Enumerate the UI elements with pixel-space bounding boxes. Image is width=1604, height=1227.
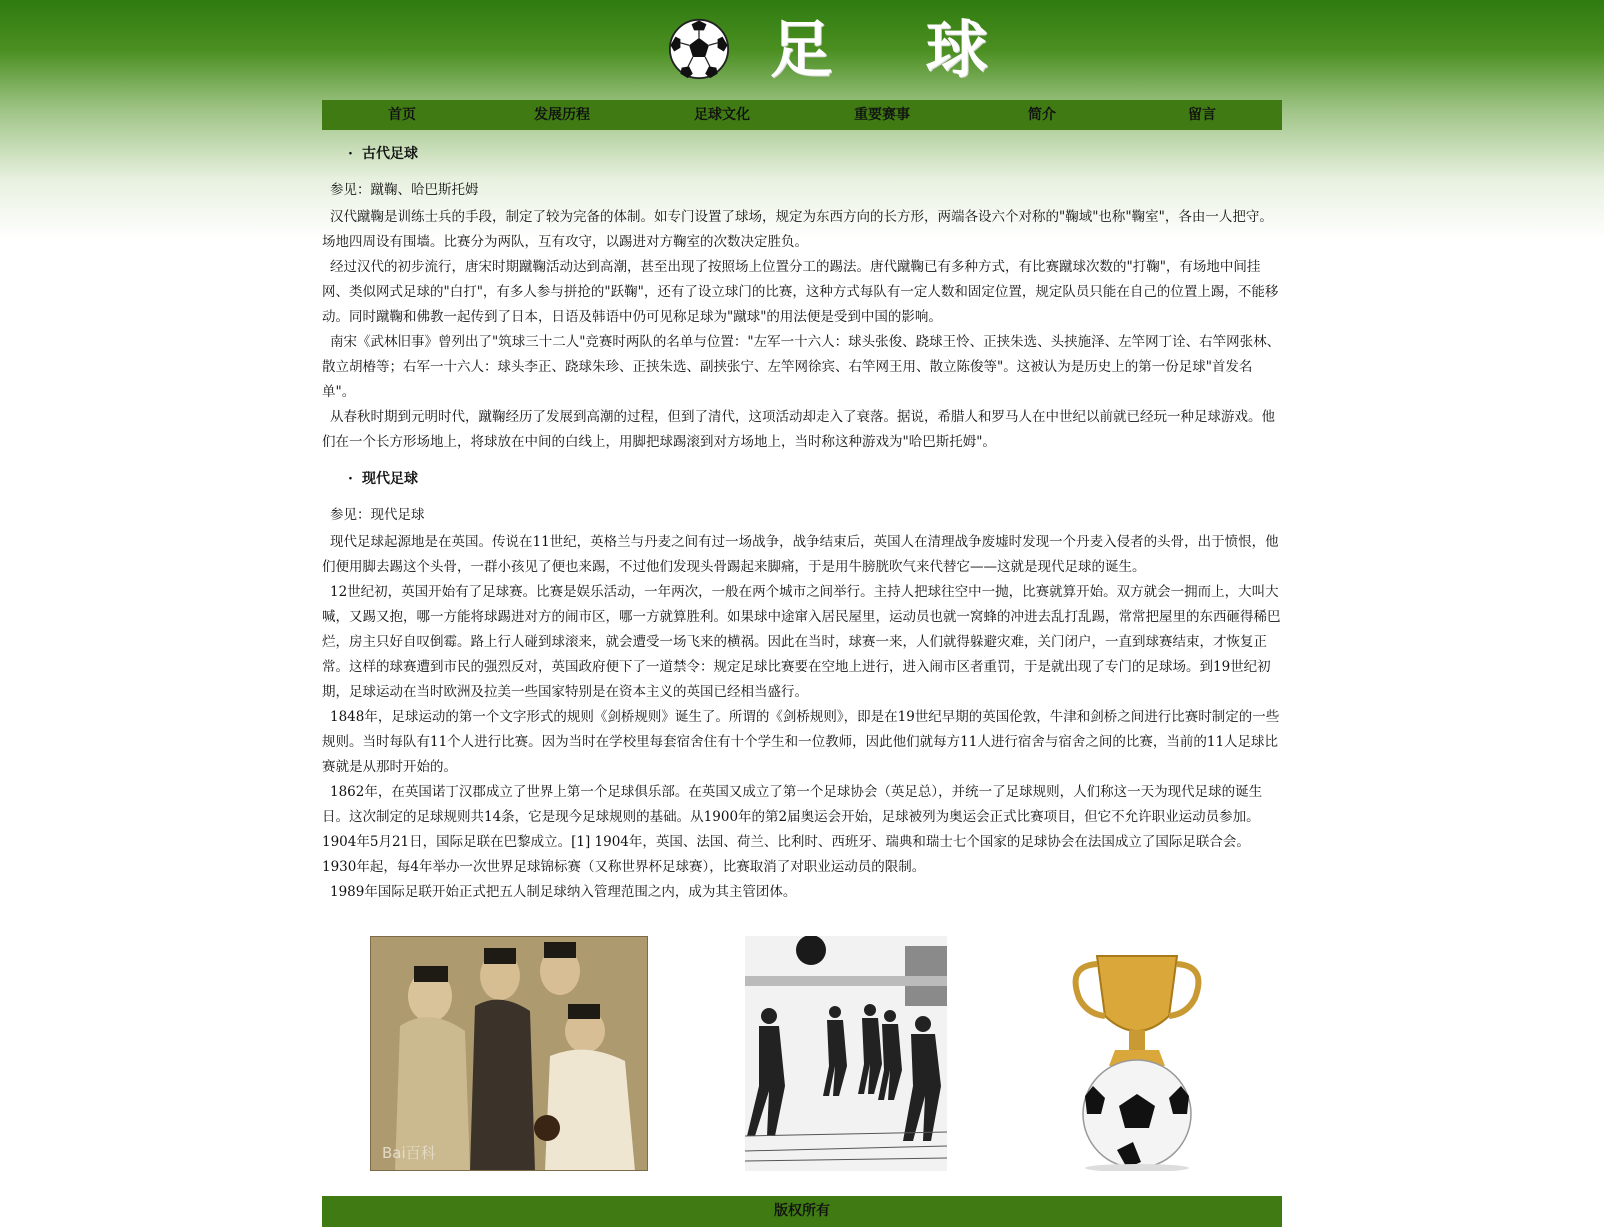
site-title: 足 球 — [770, 13, 1024, 86]
footer: 版权所有 — [322, 1196, 1282, 1227]
section-title-text: 现代足球 — [362, 471, 418, 487]
paragraph: 从春秋时期到元明时代，蹴鞠经历了发展到高潮的过程，但到了清代，这项活动却走入了衰落。据说，希腊人和罗马人在中世纪以前就已经玩一种足球游戏。他们在一个长方形场地上，将球放在中间的白线上，用脚把球踢滚到对方场地上，当时称这种游戏为"哈巴斯托姆"。 — [322, 409, 1275, 450]
paragraph: 1989年国际足联开始正式把五人制足球纳入管理范围之内，成为其主管团体。 — [330, 884, 797, 900]
nav-item-events[interactable]: 重要赛事 — [854, 107, 910, 123]
nav-item-intro[interactable]: 简介 — [1028, 107, 1056, 123]
paragraph: 南宋《武林旧事》曾列出了"筑球三十二人"竞赛时两队的名单与位置："左军一十六人：球头张俊、跷球王怜、正挟朱选、头挟施泽、左竿网丁诠、右竿网张林、散立胡椿等；右军一十六人：球头李正、跷球朱珍、正挟朱选、副挟张宁、左竿网徐宾、右竿网王用、散立陈俊等"。这被认为是历史上的第一份足球"首发名单"。 — [322, 334, 1281, 400]
section-title-text: 古代足球 — [362, 146, 418, 162]
watermark-text: Bai百科 — [382, 1144, 436, 1162]
nav-item-home[interactable]: 首页 — [388, 107, 416, 123]
paragraph: 汉代蹴鞠是训练士兵的手段，制定了较为完备的体制。如专门设置了球场，规定为东西方向的长方形，两端各设六个对称的"鞠域"也称"鞠室"，各由一人把守。场地四周设有围墙。比赛分为两队，互有攻守，以踢进对方鞠室的次数决定胜负。 — [322, 209, 1273, 250]
paragraph: 1848年，足球运动的第一个文字形式的规则《剑桥规则》诞生了。所谓的《剑桥规则》，即是在19世纪早期的英国伦敦，牛津和剑桥之间进行比赛时制定的一些规则。当时每队有11个人进行比赛。因为当时在学校里每套宿舍住有十个学生和一位教师，因此他们就每方11人进行宿舍与宿舍之间的比赛，当前的11人足球比赛就是从那时开始的。 — [322, 709, 1280, 775]
trophy-soccer-ball — [1057, 936, 1217, 1171]
bullet-icon: · — [348, 146, 353, 162]
see-also-text: 参见：蹴鞠、哈巴斯托姆 — [330, 182, 479, 198]
early-football-engraving — [745, 936, 947, 1171]
see-also-text: 参见：现代足球 — [330, 507, 425, 523]
main-content — [322, 130, 1282, 905]
image-row — [322, 936, 1282, 1171]
nav-item-culture[interactable]: 足球文化 — [694, 107, 750, 123]
bullet-icon: · — [348, 471, 353, 487]
paragraph: 经过汉代的初步流行，唐宋时期蹴鞠活动达到高潮，甚至出现了按照场上位置分工的踢法。唐代蹴鞠已有多种方式，有比赛蹴球次数的"打鞠"，有场地中间挂网、类似网式足球的"白打"，有多人参与拼抢的"跃鞠"，还有了设立球门的比赛，这种方式每队有一定人数和固定位置，规定队员只能在自己的位置上踢，不能移动。同时蹴鞠和佛教一起传到了日本，日语及韩语中仍可见称足球为"蹴球"的用法便是受到中国的影响。 — [322, 259, 1279, 325]
ancient-cuju-painting — [370, 936, 648, 1171]
paragraph: 12世纪初，英国开始有了足球赛。比赛是娱乐活动，一年两次，一般在两个城市之间举行。主持人把球往空中一抛，比赛就算开始。双方就会一拥而上，大叫大喊，又踢又抱，哪一方能将球踢进对方的闹市区，哪一方就算胜利。如果球中途窜入居民屋里，运动员也就一窝蜂的冲进去乱打乱踢，常常把屋里的东西砸得稀巴烂，房主只好自叹倒霉。路上行人碰到球滚来，就会遭受一场飞来的横祸。因此在当时，球赛一来，人们就得躲避灾难，关门闭户，一直到球赛结束，才恢复正常。这样的球赛遭到市民的强烈反对，英国政府便下了一道禁令：规定足球比赛要在空地上进行，进入闹市区者重罚，于是就出现了专门的足球场。到19世纪初期，足球运动在当时欧洲及拉美一些国家特别是在资本主义的英国已经相当盛行。 — [322, 584, 1281, 700]
paragraph: 现代足球起源地是在英国。传说在11世纪，英格兰与丹麦之间有过一场战争，战争结束后，英国人在清理战争废墟时发现一个丹麦入侵者的头骨，出于愤恨，他们便用脚去踢这个头骨，一群小孩见了便也来踢，不过他们发现头骨踢起来脚痛，于是用牛膀胱吹气来代替它——这就是现代足球的诞生。 — [322, 534, 1279, 575]
nav-item-messages[interactable]: 留言 — [1188, 107, 1216, 123]
main-nav — [322, 100, 1282, 130]
site-header — [0, 0, 1604, 100]
paragraph: 1862年，在英国诺丁汉郡成立了世界上第一个足球俱乐部。在英国又成立了第一个足球协会（英足总），并统一了足球规则，人们称这一天为现代足球的诞生日。这次制定的足球规则共14条，它是现今足球规则的基础。从1900年的第2届奥运会开始，足球被列为奥运会正式比赛项目，但它不允许职业运动员参加。1904年5月21日，国际足联在巴黎成立。[1] 1904年，英国、法国、荷兰、比利时、西班牙、瑞典和瑞士七个国家的足球协会在法国成立了国际足联合会。1930年起，每4年举办一次世界足球锦标赛（又称世界杯足球赛），比赛取消了对职业运动员的限制。 — [322, 784, 1263, 875]
nav-item-history[interactable]: 发展历程 — [534, 107, 590, 123]
section-title — [348, 469, 1282, 489]
soccer-ball-icon — [668, 18, 730, 80]
section-title — [348, 144, 1282, 164]
